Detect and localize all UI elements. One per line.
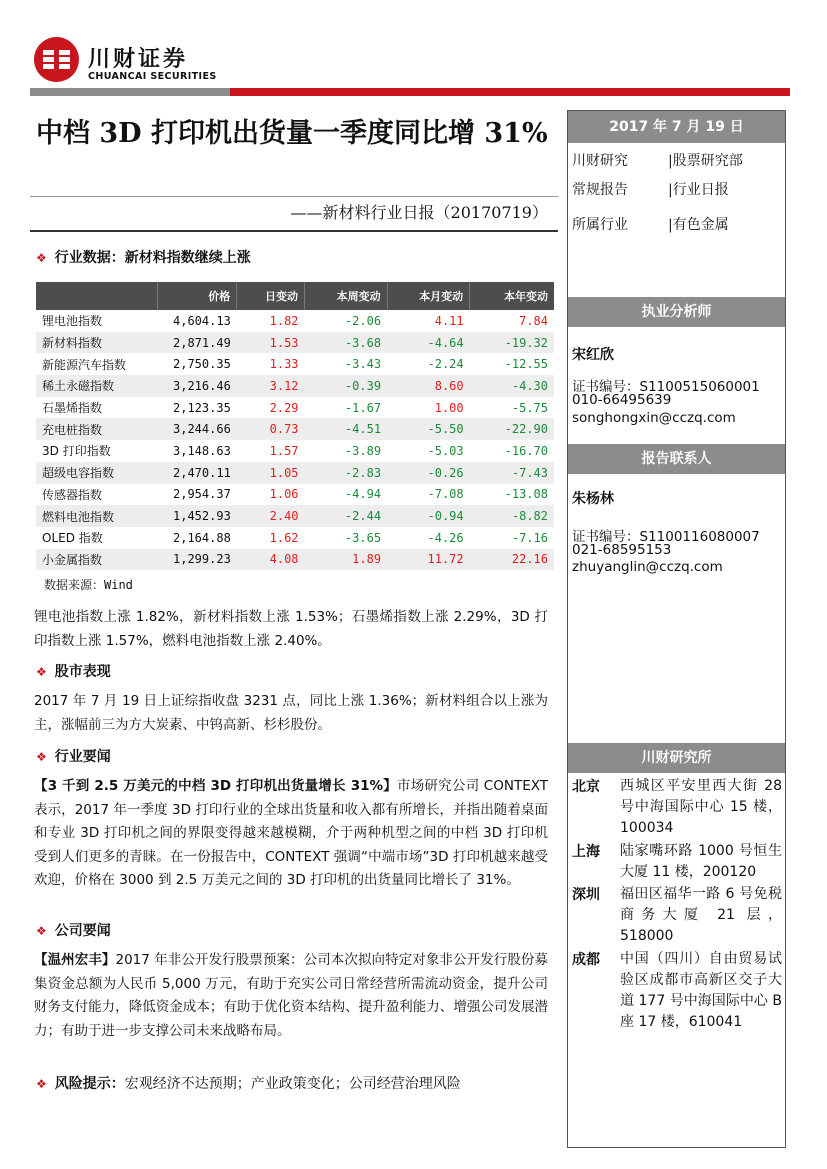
- company-news-paragraph: 【温州宏丰】2017 年非公开发行股票预案：公司本次拟向特定对象非公开发行股份募集资金总额为人民币 5,000 万元，有助于充实公司日常经营所需流动资金，提升公司财务支付能力，降低资金成本；有助于优化资本结构、提升盈利能力、增强公司发展潜力；有助于进一步支撑公司未来战略布局。: [34, 952, 549, 1039]
- report-subtitle: ——新材料行业日报（20170719）: [290, 203, 548, 222]
- price-cell: 2,750.35: [173, 357, 231, 372]
- month-change-cell: -2.24: [427, 357, 464, 372]
- week-change-cell: -2.06: [344, 313, 382, 328]
- office-city: 成都: [572, 952, 600, 968]
- risk-line: ❖ 风险提示：宏观经济不达预期；产业政策变化；公司经营治理风险: [36, 1076, 461, 1092]
- meta-row: 常规报告 |行业日报: [572, 182, 729, 198]
- price-cell: 2,871.49: [158, 332, 237, 354]
- day-change-cell: 1.62: [269, 530, 299, 545]
- section-heading-market: ❖ 股市表现: [36, 664, 111, 680]
- industry-news-paragraph: 【3 千到 2.5 万美元的中档 3D 打印机出货量增长 31%】市场研究公司 CONTEXT 表示，2017 年一季度 3D 打印行业的全球出货量和收入都有所增长，并指出随着桌面和专业 3D 打印机之间的界限变得越来越模糊，介于两种机型之间的中档 3D 打印机受到人们更多的青睐。在一份报告中，CONTEXT 强调“中端市场”3D 打印机越来越受欢迎，价格在 3000 到 2.5 万美元之间的 3D 打印机的出货量同比增长了 31%。: [34, 778, 548, 888]
- contact-name: 朱杨林: [572, 491, 614, 507]
- index-name-cell: 小金属指数: [36, 549, 158, 571]
- office-address: 西城区平安里西大街 28 号中海国际中心 15 楼，100034: [620, 778, 782, 836]
- diamond-bullet-icon: ❖: [36, 251, 47, 265]
- week-change-cell: -3.68: [305, 332, 388, 354]
- day-change-cell: 0.73: [237, 418, 305, 440]
- week-change-cell: -1.67: [344, 400, 382, 415]
- index-name-cell: 稀土永磁指数: [36, 375, 158, 397]
- month-change-cell: -7.08: [427, 487, 464, 502]
- news-tag: 【温州宏丰】: [34, 952, 116, 968]
- data-source: 数据来源：Wind: [44, 578, 133, 592]
- month-change-cell: 1.00: [434, 400, 464, 415]
- index-table: [36, 282, 554, 570]
- month-change-cell: -5.50: [387, 418, 470, 440]
- report-title: 中档 3D 打印机出货量一季度同比增 31%: [36, 118, 548, 149]
- divider: [30, 230, 558, 232]
- day-change-cell: 3.12: [237, 375, 305, 397]
- month-change-cell: -4.26: [427, 530, 464, 545]
- header-bar-gray: [30, 88, 230, 96]
- year-change-cell: -7.43: [470, 462, 554, 484]
- table-row: [36, 375, 554, 397]
- diamond-bullet-icon: ❖: [36, 665, 47, 679]
- section-heading-industry-news: ❖ 行业要闻: [36, 749, 111, 765]
- table-row: [36, 527, 554, 549]
- office-address: 福田区福华一路 6 号免税商务大厦 21 层，518000: [620, 886, 782, 944]
- analyst-email: songhongxin@cczq.com: [572, 410, 736, 426]
- contact-cert: 证书编号：S1100116080007: [572, 529, 760, 545]
- year-change-cell: -19.32: [470, 332, 554, 354]
- table-row: [36, 440, 554, 462]
- column-header: 日变动: [237, 282, 305, 310]
- table-row: [36, 353, 554, 375]
- year-change-cell: 7.84: [519, 313, 548, 328]
- office-city: 深圳: [572, 887, 600, 903]
- year-change-cell: 22.16: [470, 549, 554, 571]
- table-row: [36, 418, 554, 440]
- table-header-row: [36, 282, 554, 310]
- day-change-cell: 2.40: [237, 505, 305, 527]
- header-bar-red: [230, 88, 790, 96]
- day-change-cell: 4.08: [237, 549, 305, 571]
- year-change-cell: -8.82: [470, 505, 554, 527]
- diamond-bullet-icon: ❖: [36, 924, 47, 938]
- office-city: 上海: [572, 844, 600, 860]
- column-header: 本周变动: [305, 282, 388, 310]
- section-heading-company-news: ❖ 公司要闻: [36, 923, 111, 939]
- price-cell: 3,148.63: [173, 443, 231, 458]
- month-change-cell: -4.64: [387, 332, 470, 354]
- market-paragraph: 2017 年 7 月 19 日上证综指收盘 3231 点，同比上涨 1.36%；新材料组合以上涨为主，涨幅前三为方大炭素、中钨高新、杉杉股份。: [34, 693, 548, 733]
- week-change-cell: -2.83: [305, 462, 388, 484]
- week-change-cell: -3.89: [344, 443, 382, 458]
- index-name-cell: 传感器指数: [42, 487, 103, 502]
- sidebar: [567, 110, 786, 1148]
- diamond-bullet-icon: ❖: [36, 1077, 47, 1091]
- analyst-name: 宋红欣: [572, 347, 614, 363]
- table-row: [36, 462, 554, 484]
- meta-row: 所属行业 |有色金属: [572, 217, 729, 233]
- contact-phone: 021-68595153: [572, 542, 672, 558]
- week-change-cell: -3.65: [344, 530, 382, 545]
- price-cell: 3,244.66: [158, 418, 237, 440]
- index-name-cell: 燃料电池指数: [36, 505, 158, 527]
- analyst-band: 执业分析师: [568, 297, 785, 327]
- week-change-cell: -4.94: [344, 487, 382, 502]
- index-name-cell: 充电桩指数: [36, 418, 158, 440]
- section-heading-industry-data: ❖ 行业数据：新材料指数继续上涨: [36, 250, 251, 266]
- day-change-cell: 1.05: [237, 462, 305, 484]
- index-name-cell: 3D 打印指数: [42, 444, 111, 459]
- month-change-cell: 4.11: [434, 313, 464, 328]
- meta-row: 川财研究 |股票研究部: [572, 153, 743, 169]
- day-change-cell: 1.33: [269, 357, 299, 372]
- year-change-cell: -16.70: [504, 443, 548, 458]
- year-change-cell: -12.55: [504, 357, 548, 372]
- index-name-cell: OLED 指数: [42, 531, 103, 546]
- price-cell: 1,452.93: [158, 505, 237, 527]
- table-row: [36, 310, 554, 332]
- table-row: [36, 484, 554, 506]
- contact-band: 报告联系人: [568, 444, 785, 474]
- year-change-cell: -5.75: [511, 400, 548, 415]
- month-change-cell: -0.26: [387, 462, 470, 484]
- day-change-cell: 1.57: [269, 443, 299, 458]
- column-header: 本年变动: [470, 282, 554, 310]
- brand-name-en: CHUANCAI SECURITIES: [88, 71, 217, 82]
- brand-name-cn: 川财证券: [88, 47, 189, 72]
- company-logo-icon: [34, 37, 79, 82]
- summary-paragraph: 锂电池指数上涨 1.82%，新材料指数上涨 1.53%；石墨烯指数上涨 2.29%，3D 打印指数上涨 1.57%，燃料电池指数上涨 2.40%。: [34, 609, 548, 649]
- week-change-cell: -2.44: [305, 505, 388, 527]
- divider: [30, 196, 558, 197]
- table-row: [36, 549, 554, 571]
- price-cell: 1,299.23: [158, 549, 237, 571]
- index-name-cell: 新能源汽车指数: [42, 357, 127, 372]
- office-address: 陆家嘴环路 1000 号恒生大厦 11 楼，200120: [620, 843, 782, 880]
- diamond-bullet-icon: ❖: [36, 750, 47, 764]
- table-row: [36, 505, 554, 527]
- month-change-cell: -0.94: [387, 505, 470, 527]
- column-header: [36, 282, 158, 310]
- price-cell: 2,470.11: [158, 462, 237, 484]
- index-name-cell: 新材料指数: [36, 332, 158, 354]
- week-change-cell: -4.51: [305, 418, 388, 440]
- column-header: 价格: [158, 282, 237, 310]
- price-cell: 2,164.88: [173, 530, 231, 545]
- year-change-cell: -22.90: [470, 418, 554, 440]
- news-tag: 【3 千到 2.5 万美元的中档 3D 打印机出货量增长 31%】: [34, 778, 397, 794]
- week-change-cell: -0.39: [305, 375, 388, 397]
- day-change-cell: 1.82: [269, 313, 299, 328]
- day-change-cell: 1.53: [237, 332, 305, 354]
- month-change-cell: 8.60: [387, 375, 470, 397]
- price-cell: 4,604.13: [173, 313, 231, 328]
- contact-email: zhuyanglin@cczq.com: [572, 559, 723, 575]
- week-change-cell: 1.89: [305, 549, 388, 571]
- price-cell: 3,216.46: [158, 375, 237, 397]
- year-change-cell: -4.30: [470, 375, 554, 397]
- table-row: [36, 397, 554, 419]
- day-change-cell: 1.06: [269, 487, 299, 502]
- week-change-cell: -3.43: [344, 357, 382, 372]
- column-header: 本月变动: [387, 282, 470, 310]
- price-cell: 2,954.37: [173, 487, 231, 502]
- table-row: [36, 332, 554, 354]
- index-name-cell: 石墨烯指数: [42, 401, 103, 416]
- year-change-cell: -7.16: [511, 530, 548, 545]
- analyst-phone: 010-66495639: [572, 392, 672, 408]
- month-change-cell: -5.03: [427, 443, 464, 458]
- day-change-cell: 2.29: [269, 400, 299, 415]
- office-city: 北京: [572, 779, 600, 795]
- report-date: 2017 年 7 月 19 日: [568, 111, 785, 143]
- year-change-cell: -13.08: [504, 487, 548, 502]
- price-cell: 2,123.35: [173, 400, 231, 415]
- analyst-cert: 证书编号：S1100515060001: [572, 379, 760, 395]
- office-address: 中国（四川）自由贸易试验区成都市高新区交子大道 177 号中海国际中心 B 座 17 楼，610041: [620, 951, 782, 1030]
- index-name-cell: 超级电容指数: [36, 462, 158, 484]
- month-change-cell: 11.72: [387, 549, 470, 571]
- index-name-cell: 锂电池指数: [42, 314, 103, 329]
- institute-band: 川财研究所: [568, 743, 785, 773]
